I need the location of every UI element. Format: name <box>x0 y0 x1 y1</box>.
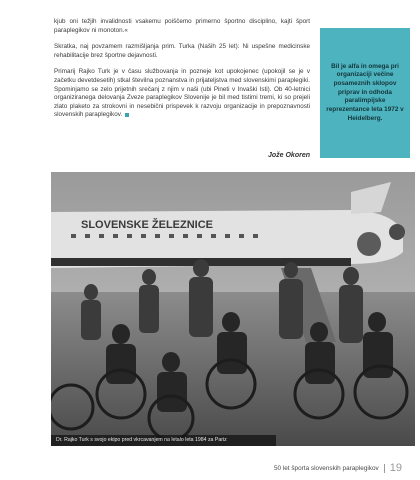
paragraph-1: kjub oni težjih invalidnosti vsakemu poiščemo primerno športno disciplino, kajti šport paraplegikov ni monoton.« <box>54 18 310 34</box>
photo-caption: Dr. Rajko Turk s svojo ekipo pred vkrcavanjem na letalo leta 1984 za Pariz <box>51 435 276 446</box>
footer-divider <box>384 464 385 473</box>
page-footer <box>274 462 402 474</box>
paragraph-3-text: Primarij Rajko Turk je v času službovanja in pozneje kot upokojenec (upokojil se je v začetku devetdesetih) stkal številna poznanstva in prijateljstva med slovenskimi paraplegiki. Spominjamo se zelo prijetnih srečanj z njim v naši (ubi Pineti v Invaški Isti). Ob 40-letnici organiziranega delovanja Zveze paraplegikov Slovenije je bil med tistimi tremi, ki so prejeli zlato plaketo za strokovni in nesebični prispevek k razvoju organizacije in prepoznavnosti slovenskih paraplegikov. <box>54 68 310 119</box>
pull-quote-text: Bil je alfa in omega pri organizaciji večine posameznih sklopov priprav in odhoda paralimpijske reprezentance leta 1972 v Heidelberg. <box>326 62 404 122</box>
pull-quote-box <box>320 28 410 158</box>
paragraph-2: Skratka, naj povzamem razmišljanja prim. Turka (Naših 25 let): Ni uspešne medicinske rehabilitacije brez športne dejavnosti. <box>54 43 310 59</box>
photo-illustration <box>51 172 415 446</box>
page-number: 19 <box>389 462 402 474</box>
publication-title: 50 let športa slovenskih paraplegikov <box>273 464 379 472</box>
article-author: Jože Okoren <box>267 152 310 159</box>
archive-photo <box>51 172 415 446</box>
paragraph-3 <box>54 68 310 120</box>
end-of-article-mark <box>125 113 129 117</box>
article-body <box>54 18 310 128</box>
plane-lettering: SLOVENSKE ŽELEZNICE <box>81 219 214 231</box>
